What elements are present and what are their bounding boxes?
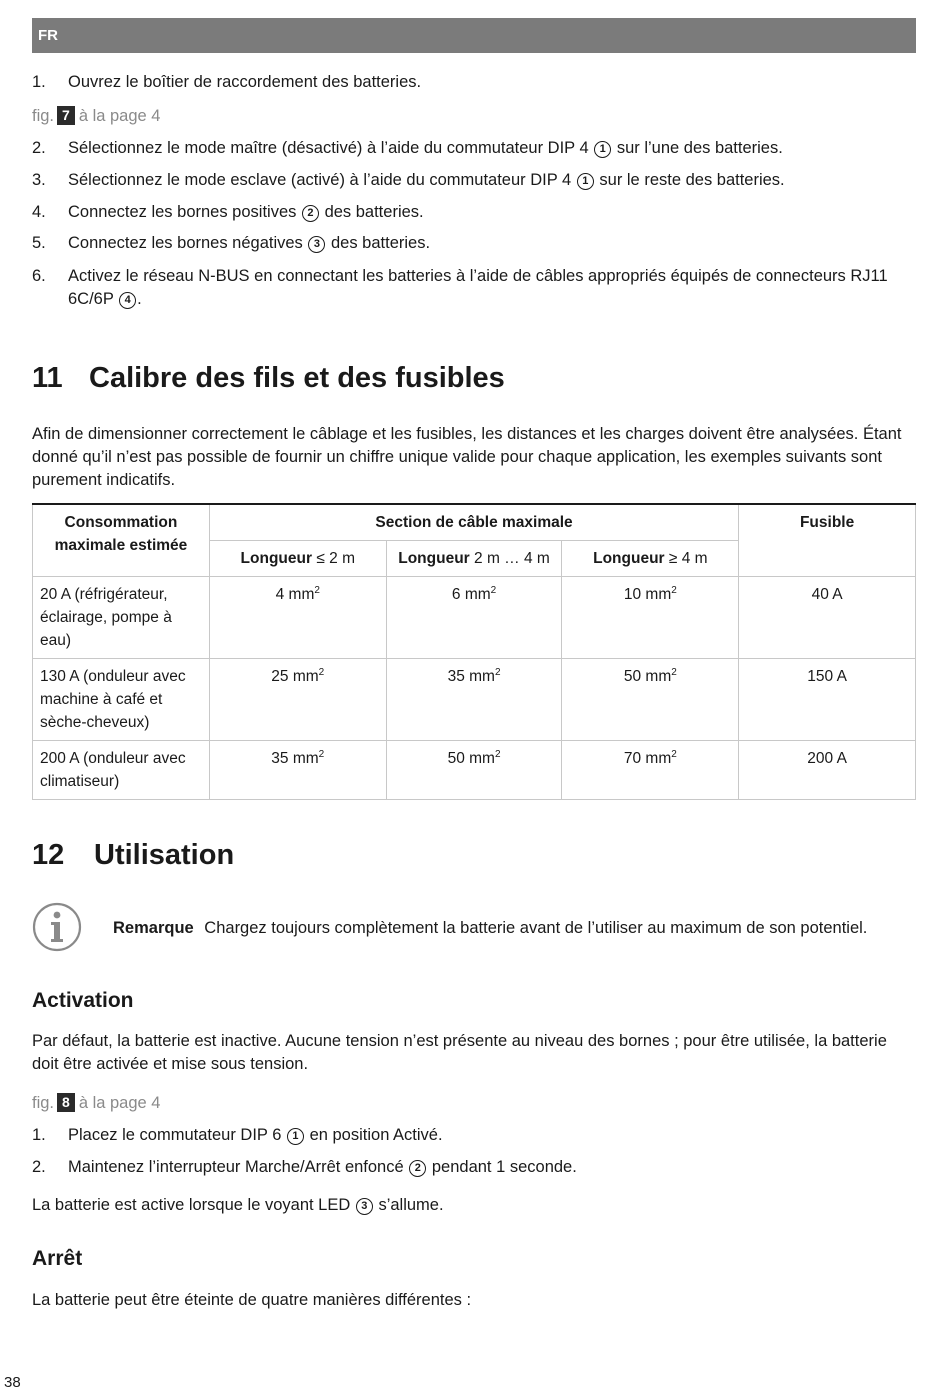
figure-ref-suffix: à la page 4	[78, 107, 161, 125]
step-number: 6.	[32, 267, 46, 285]
step-text: Maintenez l’interrupteur Marche/Arrêt enfoncé	[68, 1158, 404, 1176]
length-range: ≥ 4 m	[668, 550, 708, 567]
list-item	[32, 137, 916, 160]
table-subheader-length	[562, 541, 739, 577]
step-text: Sélectionnez le mode maître (désactivé) à l’aide du commutateur DIP 4	[68, 139, 589, 157]
step-number: 2.	[32, 139, 46, 157]
table-cell-consumption: 130 A (onduleur avec machine à café et sèche-cheveux)	[33, 659, 210, 741]
step-text: Connectez les bornes négatives	[68, 234, 303, 252]
table-cell-section	[209, 577, 386, 659]
callout-marker: 1	[577, 173, 594, 190]
figure-ref-prefix: fig.	[32, 107, 55, 125]
callout-marker: 2	[302, 205, 319, 222]
wire-fuse-table	[32, 503, 916, 800]
unit-superscript: 2	[318, 749, 325, 760]
step-number: 1.	[32, 1126, 46, 1144]
step-text: des batteries.	[324, 203, 424, 221]
figure-number-badge: 8	[57, 1093, 75, 1112]
list-item	[32, 169, 916, 192]
table-row	[33, 577, 916, 659]
table-cell-consumption: 20 A (réfrigérateur, éclairage, pompe à eau)	[33, 577, 210, 659]
section-number: 12	[32, 839, 65, 871]
step-number: 5.	[32, 234, 46, 252]
step-number: 2.	[32, 1158, 46, 1176]
result-text: La batterie est active lorsque le voyant LED	[32, 1196, 351, 1214]
list-item	[32, 1156, 916, 1179]
table-cell-section	[386, 741, 562, 800]
table-row	[33, 659, 916, 741]
table-cell-section	[386, 577, 562, 659]
unit-superscript: 2	[671, 585, 677, 596]
subsection-heading-arret: Arrêt	[32, 1247, 83, 1270]
section-value: 6 mm	[451, 586, 491, 603]
length-label: Longueur	[240, 550, 313, 567]
table-cell-fuse: 150 A	[739, 659, 916, 741]
table-header-section: Section de câble maximale	[209, 504, 738, 541]
unit-superscript: 2	[494, 667, 501, 678]
step-number: 1.	[32, 73, 46, 91]
table-cell-consumption: 200 A (onduleur avec climatiseur)	[33, 741, 210, 800]
section-intro-paragraph: Afin de dimensionner correctement le câblage et les fusibles, les distances et les charges doivent être analysées. Étant donné qu’il n’est pas possible de fournir un chiffre unique valide pour chaque application, les exemples suivants sont purement indicatifs.	[32, 425, 902, 489]
step-text: Activez le réseau N-BUS en connectant les batteries à l’aide de câbles appropriés équipés de connecteurs RJ11 6C/6P	[68, 267, 888, 308]
step-number: 3.	[32, 171, 46, 189]
table-cell-section	[209, 659, 386, 741]
callout-marker: 3	[356, 1198, 373, 1215]
figure-ref-prefix: fig.	[32, 1094, 55, 1112]
activation-result	[32, 1194, 916, 1217]
note-label: Remarque	[113, 919, 194, 937]
section-heading-12	[32, 838, 234, 872]
length-label: Longueur	[593, 550, 665, 567]
table-header-consumption: Consommation maximale estimée	[33, 504, 210, 577]
figure-number-badge: 7	[57, 106, 75, 125]
callout-marker: 3	[308, 236, 325, 253]
step-text: .	[137, 290, 142, 308]
note-callout	[113, 917, 867, 940]
section-title: Utilisation	[94, 839, 235, 871]
section-value: 10 mm	[623, 586, 672, 603]
list-item	[32, 71, 916, 94]
table-cell-fuse: 40 A	[739, 577, 916, 659]
figure-reference[interactable]	[32, 105, 160, 128]
callout-marker: 4	[119, 292, 136, 309]
unit-superscript: 2	[490, 585, 497, 596]
table-cell-section	[386, 659, 562, 741]
figure-ref-suffix: à la page 4	[78, 1094, 161, 1112]
figure-reference[interactable]	[32, 1092, 160, 1115]
result-text: s’allume.	[378, 1196, 444, 1214]
activation-intro-paragraph: Par défaut, la batterie est inactive. Aucune tension n’est présente au niveau des bornes ; pour être utilisée, la batterie doit être activée et mise sous tension.	[32, 1032, 887, 1073]
unit-superscript: 2	[671, 749, 677, 760]
unit-superscript: 2	[318, 667, 325, 678]
list-item	[32, 1124, 916, 1147]
length-label: Longueur	[398, 550, 470, 567]
table-cell-section	[209, 741, 386, 800]
table-cell-section	[562, 659, 739, 741]
section-value: 35 mm	[271, 750, 319, 767]
language-header-bar	[32, 18, 916, 53]
list-item	[32, 232, 916, 255]
info-icon	[32, 902, 82, 952]
table-cell-section	[562, 741, 739, 800]
step-text: Ouvrez le boîtier de raccordement des batteries.	[68, 73, 422, 91]
section-value: 70 mm	[623, 750, 672, 767]
step-text: Sélectionnez le mode esclave (activé) à l’aide du commutateur DIP 4	[68, 171, 572, 189]
length-range: 2 m … 4 m	[474, 550, 550, 567]
section-value: 50 mm	[447, 750, 495, 767]
table-cell-fuse: 200 A	[739, 741, 916, 800]
step-number: 4.	[32, 203, 46, 221]
step-text: sur le reste des batteries.	[599, 171, 785, 189]
unit-superscript: 2	[314, 585, 320, 596]
callout-marker: 1	[594, 141, 611, 158]
page-number: 38	[4, 1374, 21, 1391]
table-row	[33, 741, 916, 800]
section-value: 35 mm	[447, 668, 495, 685]
table-subheader-length	[386, 541, 562, 577]
table-subheader-length	[209, 541, 386, 577]
section-title: Calibre des fils et des fusibles	[89, 362, 505, 394]
step-text: des batteries.	[331, 234, 431, 252]
list-item	[32, 201, 916, 224]
arret-intro-paragraph: La batterie peut être éteinte de quatre manières différentes :	[32, 1291, 472, 1309]
language-label: FR	[38, 27, 58, 44]
note-text: Chargez toujours complètement la batterie avant de l’utiliser au maximum de son potentiel.	[204, 919, 868, 937]
subsection-heading-activation: Activation	[32, 989, 134, 1012]
step-text: Placez le commutateur DIP 6	[68, 1126, 282, 1144]
section-value: 25 mm	[271, 668, 319, 685]
unit-superscript: 2	[671, 667, 677, 678]
step-text: pendant 1 seconde.	[431, 1158, 577, 1176]
callout-marker: 2	[409, 1160, 426, 1177]
list-item	[32, 265, 916, 311]
step-text: en position Activé.	[309, 1126, 443, 1144]
table-cell-section	[562, 577, 739, 659]
section-value: 4 mm	[275, 586, 315, 603]
step-text: Connectez les bornes positives	[68, 203, 297, 221]
unit-superscript: 2	[494, 749, 501, 760]
step-text: sur l’une des batteries.	[616, 139, 783, 157]
section-heading-11	[32, 361, 505, 395]
length-range: ≤ 2 m	[316, 550, 355, 567]
callout-marker: 1	[287, 1128, 304, 1145]
section-value: 50 mm	[623, 668, 672, 685]
section-number: 11	[32, 362, 63, 394]
table-header-fuse: Fusible	[739, 504, 916, 577]
